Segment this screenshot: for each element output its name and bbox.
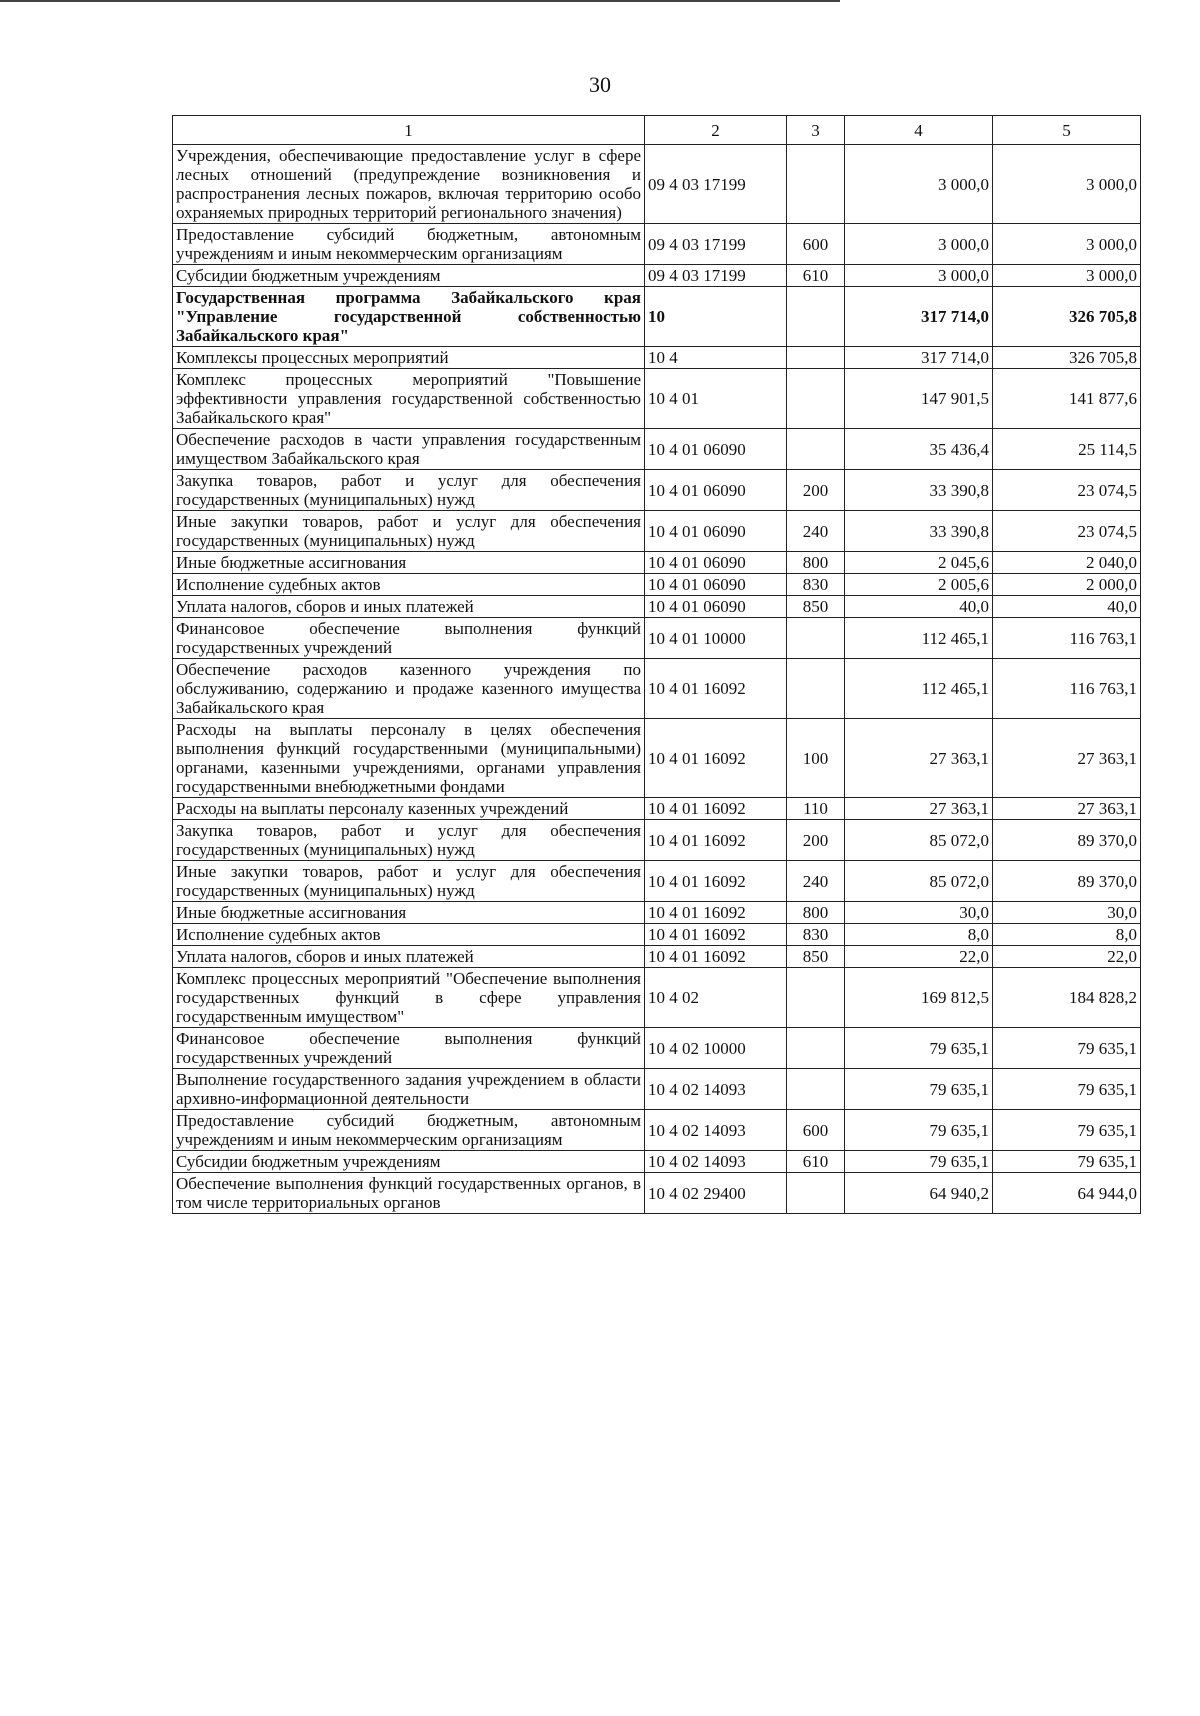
row-type-cell: 200 xyxy=(787,470,845,511)
row-name-cell: Комплекс процессных мероприятий "Обеспечение выполнения государственных функций в сфере управления государственным имуществом" xyxy=(173,968,645,1028)
row-value-2024-cell: 40,0 xyxy=(845,596,993,618)
row-value-2024-cell: 317 714,0 xyxy=(845,287,993,347)
row-name-cell: Субсидии бюджетным учреждениям xyxy=(173,265,645,287)
row-name-cell: Уплата налогов, сборов и иных платежей xyxy=(173,596,645,618)
table-row xyxy=(173,145,1141,224)
row-value-2025-cell: 2 000,0 xyxy=(993,574,1141,596)
row-code-cell: 10 4 02 xyxy=(645,968,787,1028)
row-value-2024-cell: 112 465,1 xyxy=(845,659,993,719)
row-value-2024-cell: 27 363,1 xyxy=(845,798,993,820)
row-value-2025-cell: 8,0 xyxy=(993,924,1141,946)
table-row xyxy=(173,968,1141,1028)
row-code-cell: 10 4 01 10000 xyxy=(645,618,787,659)
row-type-cell xyxy=(787,347,845,369)
row-value-2024-cell: 79 635,1 xyxy=(845,1028,993,1069)
row-value-2024-cell: 169 812,5 xyxy=(845,968,993,1028)
row-value-2025-cell: 79 635,1 xyxy=(993,1069,1141,1110)
column-header-4: 4 xyxy=(845,116,993,145)
row-type-cell xyxy=(787,429,845,470)
row-type-cell xyxy=(787,1069,845,1110)
row-name-cell: Субсидии бюджетным учреждениям xyxy=(173,1151,645,1173)
table-row xyxy=(173,902,1141,924)
row-value-2025-cell: 3 000,0 xyxy=(993,145,1141,224)
row-code-cell: 10 4 02 29400 xyxy=(645,1173,787,1214)
row-type-cell: 850 xyxy=(787,596,845,618)
row-value-2025-cell: 89 370,0 xyxy=(993,820,1141,861)
row-value-2025-cell: 326 705,8 xyxy=(993,347,1141,369)
table-row xyxy=(173,924,1141,946)
row-code-cell: 10 xyxy=(645,287,787,347)
row-value-2025-cell: 184 828,2 xyxy=(993,968,1141,1028)
row-name-cell: Финансовое обеспечение выполнения функций государственных учреждений xyxy=(173,618,645,659)
table-row xyxy=(173,1110,1141,1151)
table-row xyxy=(173,429,1141,470)
row-type-cell: 600 xyxy=(787,1110,845,1151)
row-value-2025-cell: 23 074,5 xyxy=(993,470,1141,511)
row-name-cell: Комплекс процессных мероприятий "Повышение эффективности управления государственной собственностью Забайкальского края" xyxy=(173,369,645,429)
row-value-2025-cell: 3 000,0 xyxy=(993,224,1141,265)
table-row xyxy=(173,287,1141,347)
row-value-2025-cell: 116 763,1 xyxy=(993,659,1141,719)
row-type-cell: 100 xyxy=(787,719,845,798)
row-value-2024-cell: 35 436,4 xyxy=(845,429,993,470)
row-type-cell: 240 xyxy=(787,511,845,552)
column-header-3: 3 xyxy=(787,116,845,145)
row-code-cell: 10 4 02 14093 xyxy=(645,1151,787,1173)
row-value-2025-cell: 3 000,0 xyxy=(993,265,1141,287)
row-code-cell: 10 4 01 06090 xyxy=(645,511,787,552)
row-name-cell: Предоставление субсидий бюджетным, автономным учреждениям и иным некоммерческим организациям xyxy=(173,224,645,265)
row-value-2024-cell: 85 072,0 xyxy=(845,820,993,861)
row-value-2024-cell: 33 390,8 xyxy=(845,470,993,511)
row-name-cell: Учреждения, обеспечивающие предоставление услуг в сфере лесных отношений (предупреждение возникновения и распространения лесных пожаров, включая территорию особо охраняемых природных территорий регионального значения) xyxy=(173,145,645,224)
row-code-cell: 09 4 03 17199 xyxy=(645,224,787,265)
row-value-2025-cell: 64 944,0 xyxy=(993,1173,1141,1214)
row-code-cell: 10 4 02 10000 xyxy=(645,1028,787,1069)
row-value-2025-cell: 27 363,1 xyxy=(993,798,1141,820)
row-code-cell: 10 4 01 16092 xyxy=(645,902,787,924)
row-value-2024-cell: 3 000,0 xyxy=(845,145,993,224)
row-value-2025-cell: 27 363,1 xyxy=(993,719,1141,798)
row-name-cell: Комплексы процессных мероприятий xyxy=(173,347,645,369)
table-row xyxy=(173,820,1141,861)
budget-table xyxy=(172,115,1141,1214)
row-type-cell xyxy=(787,968,845,1028)
row-name-cell: Финансовое обеспечение выполнения функций государственных учреждений xyxy=(173,1028,645,1069)
row-type-cell: 610 xyxy=(787,265,845,287)
row-name-cell: Обеспечение расходов казенного учреждения по обслуживанию, содержанию и продаже казенного имущества Забайкальского края xyxy=(173,659,645,719)
row-name-cell: Иные закупки товаров, работ и услуг для обеспечения государственных (муниципальных) нужд xyxy=(173,511,645,552)
row-value-2025-cell: 79 635,1 xyxy=(993,1151,1141,1173)
row-name-cell: Расходы на выплаты персоналу казенных учреждений xyxy=(173,798,645,820)
row-type-cell: 610 xyxy=(787,1151,845,1173)
row-value-2024-cell: 22,0 xyxy=(845,946,993,968)
row-value-2024-cell: 8,0 xyxy=(845,924,993,946)
row-name-cell: Обеспечение выполнения функций государственных органов, в том числе территориальных органов xyxy=(173,1173,645,1214)
row-type-cell xyxy=(787,618,845,659)
row-name-cell: Исполнение судебных актов xyxy=(173,574,645,596)
row-name-cell: Иные бюджетные ассигнования xyxy=(173,902,645,924)
row-value-2024-cell: 317 714,0 xyxy=(845,347,993,369)
row-name-cell: Иные бюджетные ассигнования xyxy=(173,552,645,574)
row-type-cell: 800 xyxy=(787,902,845,924)
table-row xyxy=(173,861,1141,902)
row-name-cell: Обеспечение расходов в части управления государственным имуществом Забайкальского края xyxy=(173,429,645,470)
row-type-cell: 800 xyxy=(787,552,845,574)
row-value-2024-cell: 85 072,0 xyxy=(845,861,993,902)
row-type-cell xyxy=(787,1173,845,1214)
row-code-cell: 10 4 01 06090 xyxy=(645,429,787,470)
row-code-cell: 10 4 01 16092 xyxy=(645,924,787,946)
row-type-cell xyxy=(787,287,845,347)
table-header-row xyxy=(173,116,1141,145)
row-code-cell: 10 4 01 16092 xyxy=(645,946,787,968)
row-value-2025-cell: 2 040,0 xyxy=(993,552,1141,574)
row-value-2024-cell: 64 940,2 xyxy=(845,1173,993,1214)
row-value-2024-cell: 79 635,1 xyxy=(845,1069,993,1110)
table-row xyxy=(173,1069,1141,1110)
row-type-cell: 830 xyxy=(787,924,845,946)
row-value-2024-cell: 79 635,1 xyxy=(845,1151,993,1173)
row-type-cell xyxy=(787,145,845,224)
row-code-cell: 10 4 02 14093 xyxy=(645,1110,787,1151)
row-value-2024-cell: 30,0 xyxy=(845,902,993,924)
row-type-cell: 830 xyxy=(787,574,845,596)
row-code-cell: 10 4 01 16092 xyxy=(645,719,787,798)
row-value-2025-cell: 40,0 xyxy=(993,596,1141,618)
table-body xyxy=(173,145,1141,1214)
row-name-cell: Уплата налогов, сборов и иных платежей xyxy=(173,946,645,968)
row-type-cell xyxy=(787,369,845,429)
table-row xyxy=(173,659,1141,719)
row-code-cell: 10 4 01 06090 xyxy=(645,574,787,596)
row-code-cell: 10 4 01 16092 xyxy=(645,820,787,861)
table-row xyxy=(173,347,1141,369)
row-value-2024-cell: 27 363,1 xyxy=(845,719,993,798)
table-row xyxy=(173,618,1141,659)
table-row xyxy=(173,224,1141,265)
row-name-cell: Расходы на выплаты персоналу в целях обеспечения выполнения функций государственными (муниципальными) органами, казенными учреждениями, органами управления государственными внебюджетными фондами xyxy=(173,719,645,798)
row-type-cell: 240 xyxy=(787,861,845,902)
row-value-2024-cell: 33 390,8 xyxy=(845,511,993,552)
column-header-1: 1 xyxy=(173,116,645,145)
row-name-cell: Закупка товаров, работ и услуг для обеспечения государственных (муниципальных) нужд xyxy=(173,820,645,861)
row-code-cell: 10 4 xyxy=(645,347,787,369)
table-row xyxy=(173,511,1141,552)
table-row xyxy=(173,470,1141,511)
page-number: 30 xyxy=(589,72,611,97)
row-value-2024-cell: 2 005,6 xyxy=(845,574,993,596)
row-value-2025-cell: 326 705,8 xyxy=(993,287,1141,347)
row-code-cell: 10 4 02 14093 xyxy=(645,1069,787,1110)
row-name-cell: Закупка товаров, работ и услуг для обеспечения государственных (муниципальных) нужд xyxy=(173,470,645,511)
row-value-2024-cell: 112 465,1 xyxy=(845,618,993,659)
table-row xyxy=(173,1151,1141,1173)
row-value-2024-cell: 2 045,6 xyxy=(845,552,993,574)
row-value-2025-cell: 79 635,1 xyxy=(993,1028,1141,1069)
scan-edge-line xyxy=(0,0,840,2)
row-value-2025-cell: 22,0 xyxy=(993,946,1141,968)
row-name-cell: Исполнение судебных актов xyxy=(173,924,645,946)
row-value-2024-cell: 79 635,1 xyxy=(845,1110,993,1151)
row-value-2025-cell: 141 877,6 xyxy=(993,369,1141,429)
row-value-2025-cell: 23 074,5 xyxy=(993,511,1141,552)
row-name-cell: Иные закупки товаров, работ и услуг для обеспечения государственных (муниципальных) нужд xyxy=(173,861,645,902)
row-code-cell: 10 4 01 06090 xyxy=(645,470,787,511)
column-header-5: 5 xyxy=(993,116,1141,145)
row-code-cell: 09 4 03 17199 xyxy=(645,145,787,224)
row-name-cell: Предоставление субсидий бюджетным, автономным учреждениям и иным некоммерческим организациям xyxy=(173,1110,645,1151)
row-code-cell: 10 4 01 06090 xyxy=(645,596,787,618)
table-row xyxy=(173,1173,1141,1214)
row-value-2024-cell: 3 000,0 xyxy=(845,224,993,265)
row-value-2024-cell: 147 901,5 xyxy=(845,369,993,429)
table-row xyxy=(173,574,1141,596)
table-row xyxy=(173,946,1141,968)
row-code-cell: 10 4 01 16092 xyxy=(645,659,787,719)
row-type-cell: 110 xyxy=(787,798,845,820)
row-value-2025-cell: 116 763,1 xyxy=(993,618,1141,659)
row-value-2025-cell: 25 114,5 xyxy=(993,429,1141,470)
row-value-2025-cell: 89 370,0 xyxy=(993,861,1141,902)
row-value-2025-cell: 30,0 xyxy=(993,902,1141,924)
table-row xyxy=(173,369,1141,429)
row-value-2024-cell: 3 000,0 xyxy=(845,265,993,287)
table-row xyxy=(173,265,1141,287)
row-name-cell: Выполнение государственного задания учреждением в области архивно-информационной деятельности xyxy=(173,1069,645,1110)
row-code-cell: 10 4 01 xyxy=(645,369,787,429)
row-name-cell: Государственная программа Забайкальского края "Управление государственной собственностью Забайкальского края" xyxy=(173,287,645,347)
row-type-cell xyxy=(787,659,845,719)
row-value-2025-cell: 79 635,1 xyxy=(993,1110,1141,1151)
table-row xyxy=(173,552,1141,574)
row-code-cell: 09 4 03 17199 xyxy=(645,265,787,287)
table-row xyxy=(173,798,1141,820)
table-row xyxy=(173,719,1141,798)
row-type-cell xyxy=(787,1028,845,1069)
table-row xyxy=(173,1028,1141,1069)
column-header-2: 2 xyxy=(645,116,787,145)
row-type-cell: 200 xyxy=(787,820,845,861)
row-code-cell: 10 4 01 16092 xyxy=(645,861,787,902)
table-row xyxy=(173,596,1141,618)
row-type-cell: 600 xyxy=(787,224,845,265)
row-code-cell: 10 4 01 16092 xyxy=(645,798,787,820)
row-code-cell: 10 4 01 06090 xyxy=(645,552,787,574)
row-type-cell: 850 xyxy=(787,946,845,968)
